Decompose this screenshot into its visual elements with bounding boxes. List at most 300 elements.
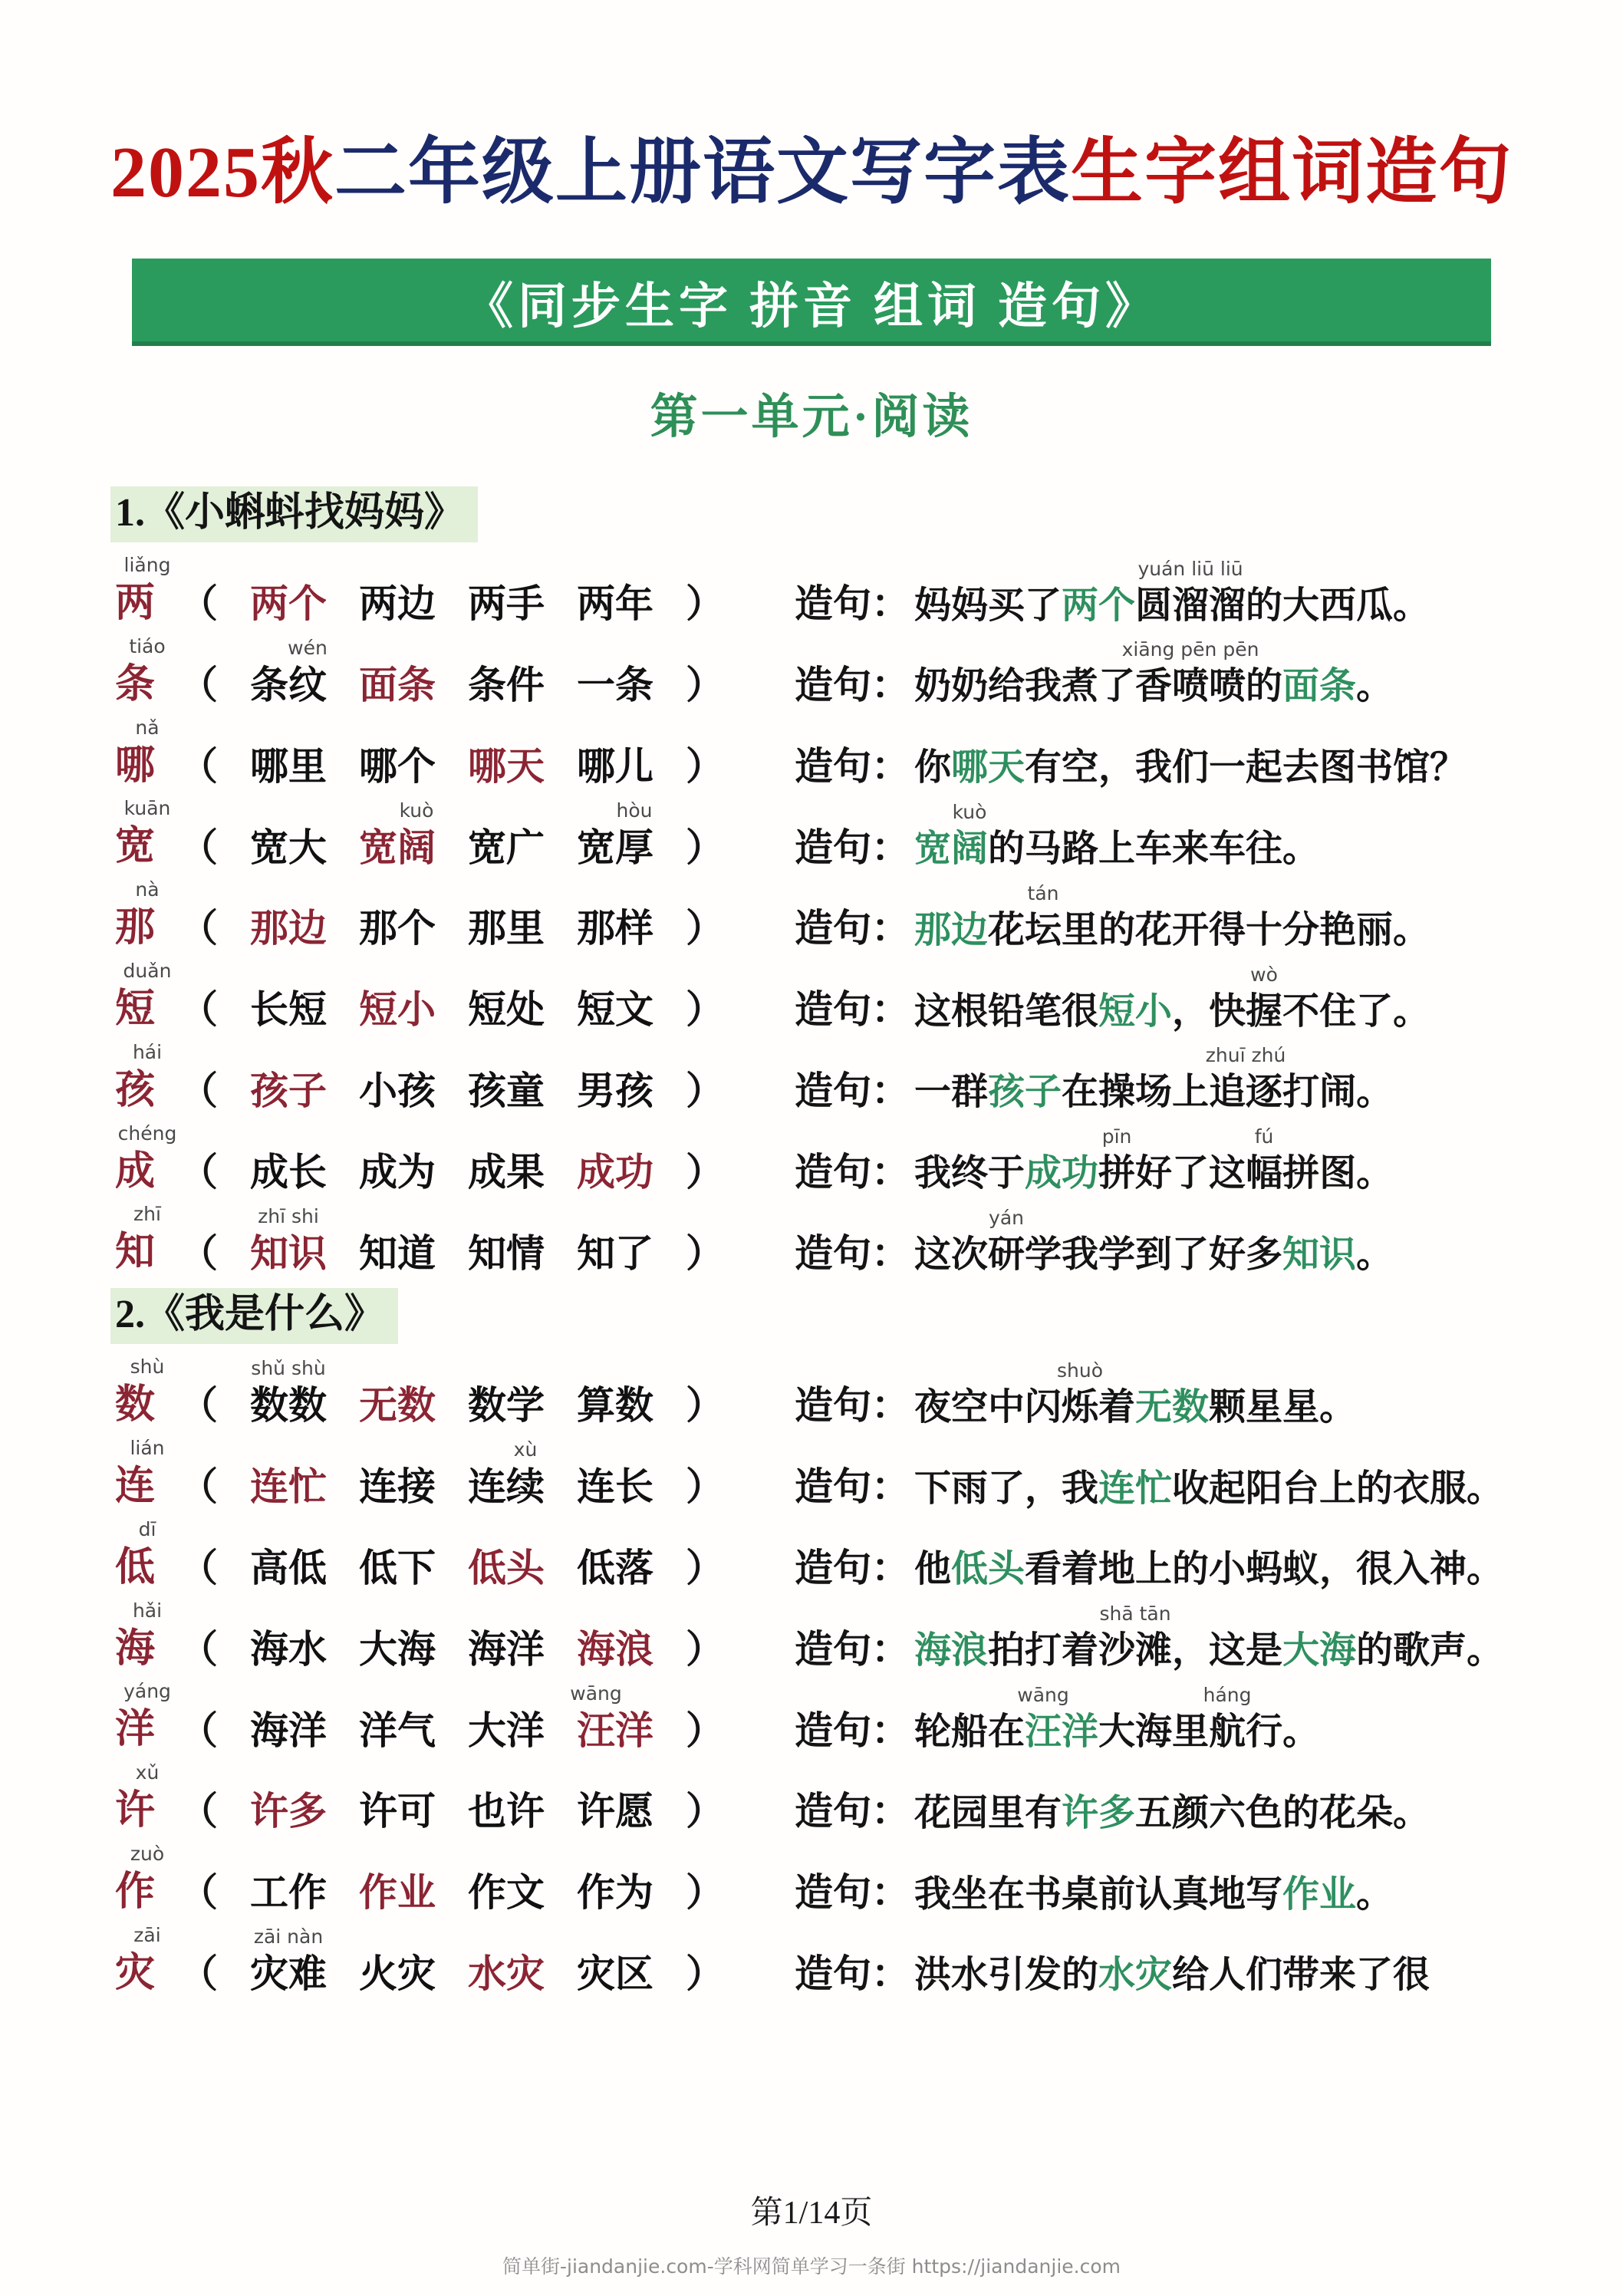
sentence-segment: 花园里有 <box>914 1790 1062 1834</box>
char-row <box>115 1597 1592 1672</box>
sentence-segment: 圆溜溜 yuán liū liū <box>1135 557 1246 627</box>
word: 短处 <box>468 987 545 1033</box>
pinyin-annotation: wén <box>288 637 328 660</box>
sentence-segment: 的马路上车来车往。 <box>988 827 1320 870</box>
sentence-segment: 许多 <box>1062 1790 1136 1834</box>
sentence-segment: 行。 <box>1246 1709 1320 1753</box>
char-row <box>115 633 1592 708</box>
sentence-segment: 无数 <box>1135 1385 1210 1428</box>
word: 水灾 <box>468 1952 545 1997</box>
open-paren: （ <box>179 1626 218 1672</box>
sentence-segment: 洪水引发的 <box>914 1953 1099 1997</box>
word: 大海 <box>359 1626 436 1672</box>
pinyin-annotation: wāng <box>1017 1683 1069 1706</box>
word: 许愿 <box>577 1789 653 1834</box>
pinyin-annotation: shù <box>130 1356 165 1379</box>
open-paren: （ <box>179 663 218 708</box>
word: 连忙 <box>250 1464 327 1510</box>
zaoju-label: 造句： <box>795 743 910 789</box>
sentence-segment: 你 <box>914 746 952 789</box>
title-part-blue: 二年级上册语文写字表 <box>334 133 1071 212</box>
head-character: 两 liǎng <box>115 554 171 626</box>
head-character: 条 tiáo <box>115 634 166 707</box>
sentence <box>914 1873 1592 1916</box>
sentence-segment: 幅 fú <box>1246 1125 1283 1195</box>
sentence-segment: 有空，我们一起去图书馆？ <box>1025 746 1467 789</box>
annotated-char: 坛 tán <box>1025 881 1062 951</box>
head-character: 数 shù <box>115 1356 165 1428</box>
zaoju-label: 造句： <box>795 1789 910 1834</box>
sections <box>115 474 1592 1997</box>
sentence <box>914 1206 1592 1276</box>
sentence-segment: 那边 <box>914 908 989 951</box>
pinyin-annotation: duǎn <box>123 959 172 982</box>
annotated-char: 厚 hòu <box>615 799 653 870</box>
word-list <box>179 1357 795 1428</box>
word: 作业 <box>359 1870 436 1916</box>
pinyin-annotation: nà <box>135 878 160 901</box>
pinyin-annotation: zhī <box>133 1203 161 1226</box>
word: 两手 <box>468 581 545 627</box>
word: 洋气 <box>359 1708 436 1753</box>
section-heading: 1.《小蝌蚪找妈妈》 <box>110 486 478 542</box>
sentence-segment: 拼图。 <box>1282 1151 1394 1195</box>
char-row <box>115 1678 1592 1753</box>
sentence <box>914 1044 1592 1114</box>
word-list <box>179 1628 795 1672</box>
word: 长短 <box>250 987 327 1033</box>
sentence-segment: 收起阳台上的衣服。 <box>1172 1466 1504 1510</box>
word: 海浪 <box>577 1626 653 1672</box>
open-paren: （ <box>179 1383 218 1428</box>
open-paren: （ <box>179 1464 218 1510</box>
sentence-segment: 海浪 <box>914 1629 989 1672</box>
pinyin-annotation: kuò <box>952 801 987 823</box>
sentence-segment: 握 wò <box>1246 963 1283 1033</box>
word: 哪儿 <box>577 743 653 789</box>
close-paren: ） <box>686 743 724 789</box>
word: 火灾 <box>359 1952 436 1997</box>
char-row <box>115 1120 1592 1195</box>
pinyin-annotation: dī <box>138 1517 156 1540</box>
pinyin-annotation: tán <box>1027 881 1059 904</box>
word: 哪天 <box>468 743 545 789</box>
sentence-segment: 轮船在 <box>914 1709 1025 1753</box>
sentence-segment: ，快 <box>1172 989 1246 1033</box>
pinyin-annotation: shǔ shù <box>251 1357 326 1380</box>
char-row <box>115 1840 1592 1916</box>
head-character: 许 xǔ <box>115 1761 160 1834</box>
head-character: 宽 kuān <box>115 797 171 870</box>
zaoju-label: 造句： <box>795 1069 910 1114</box>
title-part-red-2: 生字组词造句 <box>1071 133 1513 212</box>
char-row <box>115 1516 1592 1591</box>
annotated-char: 汪 wāng <box>570 1682 622 1753</box>
open-paren: （ <box>179 1546 218 1591</box>
head-character: 灾 zāi <box>115 1923 161 1996</box>
word: 面条 <box>359 663 436 708</box>
sentence <box>914 1548 1592 1590</box>
close-paren: ） <box>686 1952 724 1997</box>
sentence-segment: 学我学到了好多 <box>1025 1232 1283 1276</box>
pinyin-annotation: hái <box>132 1040 163 1063</box>
pinyin-annotation: hòu <box>616 799 653 822</box>
sentence <box>914 801 1592 870</box>
sentence-segment: 他 <box>914 1547 952 1591</box>
zaoju-label: 造句： <box>795 1464 910 1510</box>
word: 算数 <box>577 1383 653 1428</box>
word: 灾难 zāi nàn <box>250 1925 327 1997</box>
sentence <box>914 1125 1592 1195</box>
open-paren: （ <box>179 1708 218 1753</box>
zaoju-label: 造句： <box>795 1626 910 1672</box>
char-row <box>115 1039 1592 1114</box>
sentence-segment: 连忙 <box>1098 1466 1173 1510</box>
sentence-segment: 作业 <box>1282 1872 1357 1916</box>
sentence <box>914 638 1592 708</box>
word: 知情 <box>468 1230 545 1276</box>
word-list <box>179 1204 795 1276</box>
open-paren: （ <box>179 825 218 870</box>
char-row <box>115 957 1592 1033</box>
page-title <box>0 114 1623 217</box>
open-paren: （ <box>179 1789 218 1834</box>
word: 条纹 wén <box>250 637 328 708</box>
word: 无数 <box>359 1383 436 1428</box>
open-paren: （ <box>179 1149 218 1194</box>
word: 汪 wāng 洋 <box>570 1682 653 1753</box>
word: 作为 <box>577 1870 653 1916</box>
open-paren: （ <box>179 1870 218 1916</box>
sentence-segment: 孩子 <box>988 1070 1062 1114</box>
pinyin-annotation: zāi nàn <box>253 1925 324 1948</box>
pinyin-annotation: xiāng pēn pēn <box>1121 638 1259 661</box>
page-footer <box>0 2187 1623 2279</box>
sentence-segment: 短小 <box>1098 989 1173 1033</box>
word: 成长 <box>250 1149 327 1194</box>
sentence-segment: 大海 <box>1282 1629 1357 1672</box>
zaoju-label: 造句： <box>795 581 910 627</box>
sentence-segment: 知识 <box>1282 1232 1357 1276</box>
pinyin-annotation: zuò <box>130 1842 165 1865</box>
char-row <box>115 1435 1592 1510</box>
sentence-segment: ，这是 <box>1172 1629 1283 1672</box>
word: 短文 <box>577 987 653 1033</box>
word: 海洋 <box>250 1708 327 1753</box>
word: 许多 <box>250 1789 327 1834</box>
sentence-segment: 我坐在书桌前认真地写 <box>914 1872 1283 1916</box>
head-character: 孩 hái <box>115 1040 163 1113</box>
zaoju-label: 造句： <box>795 1546 910 1591</box>
word: 孩童 <box>468 1069 545 1114</box>
char-row <box>115 1759 1592 1834</box>
word: 数学 <box>468 1383 545 1428</box>
sentence-segment: 宽阔 kuò <box>914 801 989 870</box>
close-paren: ） <box>686 1383 724 1428</box>
pinyin-annotation: háng <box>1203 1683 1252 1706</box>
close-paren: ） <box>686 1230 724 1276</box>
sentence-segment: 拍打着 <box>988 1629 1099 1672</box>
sentence-segment: 航 háng <box>1203 1683 1252 1753</box>
word-list <box>179 745 795 789</box>
zaoju-label: 造句： <box>795 987 910 1033</box>
word: 知道 <box>359 1230 436 1276</box>
sentence-segment: 汪 wāng 洋 <box>1017 1683 1099 1753</box>
sentence-segment: 香喷喷 xiāng pēn pēn <box>1121 638 1259 708</box>
sentence <box>914 1359 1592 1428</box>
site-watermark: 简单街-jiandanjie.com-学科网简单学习一条街 https://jiandanjie.com <box>502 2255 1121 2278</box>
sentence-segment: 。 <box>1356 1872 1394 1916</box>
zaoju-label: 造句： <box>795 1708 910 1753</box>
pinyin-annotation: yáng <box>123 1680 171 1703</box>
word: 低头 <box>468 1546 545 1591</box>
head-character: 作 zuò <box>115 1842 165 1915</box>
word: 两个 <box>250 581 327 627</box>
word: 那个 <box>359 906 436 951</box>
char-row <box>115 876 1592 951</box>
sentence-segment: 里的花开得十分艳丽。 <box>1062 908 1430 951</box>
close-paren: ） <box>686 987 724 1033</box>
word-list <box>179 1151 795 1195</box>
annotated-char: 阔 kuò <box>397 799 436 870</box>
sentence-segment: 沙滩 shā tān <box>1098 1603 1173 1672</box>
sentence-segment: 着 <box>1098 1385 1136 1428</box>
open-paren: （ <box>179 581 218 627</box>
zaoju-label: 造句： <box>795 663 910 708</box>
word-list <box>179 799 795 871</box>
pinyin-annotation: kuò <box>399 799 434 822</box>
close-paren: ） <box>686 1464 724 1510</box>
sentence-segment: 追逐 zhuī zhú <box>1205 1044 1286 1114</box>
sentence-segment: 我终于 <box>914 1151 1025 1195</box>
char-row <box>115 1922 1592 1997</box>
sentence-segment: 给人们带来了很 <box>1172 1953 1430 1997</box>
close-paren: ） <box>686 1149 724 1194</box>
pinyin-annotation: nǎ <box>135 716 160 739</box>
word-list <box>179 988 795 1033</box>
banner-text: 《同步生字 拼音 组词 造句》 <box>464 279 1159 334</box>
word-list <box>179 582 795 627</box>
head-character: 短 duǎn <box>115 959 172 1032</box>
word: 大洋 <box>468 1708 545 1753</box>
sentence <box>914 963 1592 1033</box>
sentence-segment: 水灾 <box>1098 1953 1173 1997</box>
pinyin-annotation: yuán liū liū <box>1137 557 1243 580</box>
sentence-segment: 花坛 tán <box>988 881 1062 951</box>
sentence-segment: 看着地上的小蚂蚁，很入神。 <box>1025 1547 1504 1591</box>
open-paren: （ <box>179 1952 218 1997</box>
char-row <box>115 1353 1592 1428</box>
head-character: 哪 nǎ <box>115 716 160 789</box>
pinyin-annotation: chéng <box>117 1122 177 1145</box>
head-character: 成 chéng <box>115 1122 177 1194</box>
pinyin-annotation: zāi <box>133 1923 161 1946</box>
word: 哪个 <box>359 743 436 789</box>
pinyin-annotation: shā tān <box>1099 1603 1171 1626</box>
word: 小孩 <box>359 1069 436 1114</box>
close-paren: ） <box>686 1546 724 1591</box>
sentence-segment: 一群 <box>914 1070 989 1114</box>
close-paren: ） <box>686 906 724 951</box>
word: 成为 <box>359 1149 436 1194</box>
sentence-segment: 奶奶给我煮了 <box>914 664 1136 708</box>
word: 作文 <box>468 1870 545 1916</box>
close-paren: ） <box>686 1708 724 1753</box>
word: 条件 <box>468 663 545 708</box>
sentence <box>914 746 1592 789</box>
word: 海水 <box>250 1626 327 1672</box>
sentence-segment: 哪天 <box>951 746 1025 789</box>
sentence-segment: 的歌声。 <box>1356 1629 1504 1672</box>
pinyin-annotation: liǎng <box>123 554 171 576</box>
pinyin-annotation: zhī shi <box>258 1204 319 1227</box>
pinyin-annotation: xù <box>513 1438 538 1461</box>
word: 哪里 <box>250 743 327 789</box>
word: 一条 <box>577 663 653 708</box>
annotated-char: 汪 wāng <box>1017 1683 1069 1753</box>
pinyin-annotation: wāng <box>570 1682 622 1705</box>
pinyin-annotation: tiáo <box>129 634 166 657</box>
sentence-segment: 低头 <box>951 1547 1025 1591</box>
word: 两边 <box>359 581 436 627</box>
pinyin-annotation: lián <box>130 1436 165 1459</box>
sentence-segment: 颗星星。 <box>1209 1385 1357 1428</box>
annotated-char: 阔 kuò <box>951 801 989 870</box>
annotated-char: 纹 wén <box>288 637 328 708</box>
sentence-segment: 这次 <box>914 1232 989 1276</box>
page-number: 第1/14页 <box>750 2196 873 2231</box>
zaoju-label: 造句： <box>795 906 910 951</box>
sentence-segment: 下雨了，我 <box>914 1466 1099 1510</box>
close-paren: ） <box>686 825 724 870</box>
section-heading: 2.《我是什么》 <box>110 1288 398 1344</box>
char-row <box>115 552 1592 627</box>
open-paren: （ <box>179 906 218 951</box>
sentence-segment: 这根铅笔很 <box>914 989 1099 1033</box>
word-list <box>179 1925 795 1997</box>
word-list <box>179 1790 795 1834</box>
sentence-segment: 五颜六色的花朵。 <box>1135 1790 1430 1834</box>
sentence-segment: 的大西瓜。 <box>1246 583 1430 627</box>
word: 知了 <box>577 1230 653 1276</box>
word: 宽阔 kuò <box>359 799 436 870</box>
word: 低下 <box>359 1546 436 1591</box>
pinyin-annotation: zhuī zhú <box>1205 1044 1286 1067</box>
word: 许可 <box>359 1789 436 1834</box>
sentence-segment: 成功 <box>1025 1151 1099 1195</box>
word-list <box>179 1547 795 1591</box>
close-paren: ） <box>686 581 724 627</box>
sentence-segment: 大海里 <box>1098 1709 1210 1753</box>
word: 成果 <box>468 1149 545 1194</box>
head-character: 知 zhī <box>115 1203 161 1276</box>
word-list <box>179 637 795 708</box>
head-character: 低 dī <box>115 1517 156 1590</box>
zaoju-label: 造句： <box>795 1952 910 1997</box>
pinyin-annotation: xǔ <box>135 1761 160 1784</box>
open-paren: （ <box>179 1230 218 1276</box>
pinyin-annotation: shuò <box>1057 1359 1104 1382</box>
open-paren: （ <box>179 1069 218 1114</box>
word: 男孩 <box>577 1069 653 1114</box>
sentence-segment: 面条 <box>1282 664 1357 708</box>
sentence-segment: 妈妈买了 <box>914 583 1062 627</box>
sentence-segment: 。 <box>1356 1232 1394 1276</box>
head-character: 洋 yáng <box>115 1680 171 1753</box>
pinyin-annotation: yán <box>989 1206 1024 1229</box>
sentence <box>914 1683 1592 1753</box>
close-paren: ） <box>686 1069 724 1114</box>
pinyin-annotation: kuān <box>123 797 171 820</box>
zaoju-label: 造句： <box>795 1230 910 1276</box>
word: 那里 <box>468 906 545 951</box>
word: 知识 zhī shi <box>250 1204 327 1276</box>
word: 宽广 <box>468 825 545 870</box>
head-character: 那 nà <box>115 878 160 951</box>
pinyin-annotation: wò <box>1250 963 1278 986</box>
word: 两年 <box>577 581 653 627</box>
unit-title: 第一单元·阅读 <box>650 391 973 443</box>
title-part-red-1: 2025秋 <box>110 133 334 212</box>
sentence-segment: 烁 shuò <box>1057 1359 1104 1428</box>
word: 低落 <box>577 1546 653 1591</box>
word: 宽大 <box>250 825 327 870</box>
char-row <box>115 714 1592 789</box>
zaoju-label: 造句： <box>795 1383 910 1428</box>
word: 孩子 <box>250 1069 327 1114</box>
char-row <box>115 795 1592 870</box>
word-list <box>179 1871 795 1916</box>
open-paren: （ <box>179 743 218 789</box>
word: 那样 <box>577 906 653 951</box>
pinyin-annotation: pīn <box>1101 1125 1132 1148</box>
annotated-char: 续 xù <box>506 1438 545 1510</box>
word: 高低 <box>250 1546 327 1591</box>
sentence-segment: 的 <box>1246 664 1283 708</box>
word-list <box>179 1069 795 1114</box>
word: 短小 <box>359 987 436 1033</box>
pinyin-annotation: fú <box>1254 1125 1274 1148</box>
zaoju-label: 造句： <box>795 1870 910 1916</box>
head-character: 连 lián <box>115 1436 165 1509</box>
sentence-segment: 好了这 <box>1135 1151 1246 1195</box>
word: 也许 <box>468 1789 545 1834</box>
sentence-segment: 夜空中闪 <box>914 1385 1062 1428</box>
sentence-segment: 两个 <box>1062 583 1136 627</box>
open-paren: （ <box>179 987 218 1033</box>
word-list <box>179 1682 795 1754</box>
word: 工作 <box>250 1870 327 1916</box>
close-paren: ） <box>686 1626 724 1672</box>
pinyin-annotation: hǎi <box>132 1599 163 1622</box>
sentence-segment: 打闹。 <box>1282 1070 1394 1114</box>
sentence <box>914 557 1592 627</box>
word: 连接 <box>359 1464 436 1510</box>
word-list <box>179 907 795 951</box>
word: 海洋 <box>468 1626 545 1672</box>
word: 连续 xù <box>468 1438 545 1510</box>
word: 连长 <box>577 1464 653 1510</box>
word: 灾区 <box>577 1952 653 1997</box>
sentence-segment: 在操场上 <box>1062 1070 1210 1114</box>
sentence-segment: 。 <box>1356 664 1394 708</box>
word: 宽厚 hòu <box>577 799 653 870</box>
close-paren: ） <box>686 663 724 708</box>
head-character: 海 hǎi <box>115 1599 163 1672</box>
word: 成功 <box>577 1149 653 1194</box>
word: 数数 shǔ shù <box>250 1357 327 1428</box>
sentence <box>914 881 1592 951</box>
